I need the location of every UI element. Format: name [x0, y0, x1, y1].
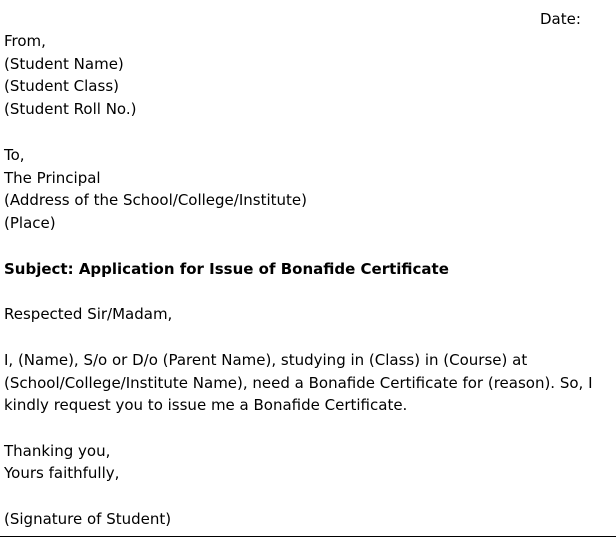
- body-line-2: (School/College/Institute Name), need a Bonafide Certificate for (reason). So, I: [4, 374, 593, 392]
- closing-sign-off: Yours faithfully,: [4, 464, 120, 482]
- signature-line: (Signature of Student): [4, 510, 172, 528]
- date-label: Date:: [540, 10, 581, 28]
- subject-line: Subject: Application for Issue of Bonafide Certificate: [4, 260, 449, 278]
- recipient-place: (Place): [4, 214, 56, 232]
- to-heading: To,: [4, 146, 25, 164]
- recipient-address: (Address of the School/College/Institute): [4, 191, 307, 209]
- from-heading: From,: [4, 32, 46, 50]
- student-name: (Student Name): [4, 55, 124, 73]
- salutation: Respected Sir/Madam,: [4, 305, 173, 323]
- closing-thanks: Thanking you,: [4, 442, 111, 460]
- bottom-divider: [0, 536, 616, 537]
- student-class: (Student Class): [4, 77, 119, 95]
- body-line-1: I, (Name), S/o or D/o (Parent Name), studying in (Class) in (Course) at: [4, 351, 528, 369]
- recipient: The Principal: [4, 169, 101, 187]
- student-roll-no: (Student Roll No.): [4, 100, 137, 118]
- body-line-3: kindly request you to issue me a Bonafide Certificate.: [4, 396, 408, 414]
